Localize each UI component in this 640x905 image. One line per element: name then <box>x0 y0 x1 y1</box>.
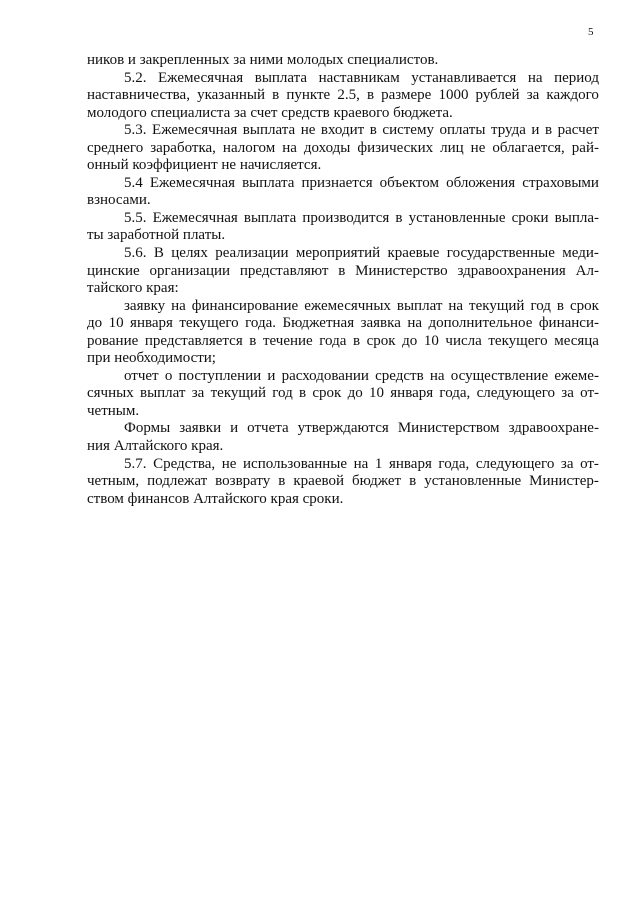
text-word: наставникам <box>318 69 400 86</box>
text-word: не <box>221 455 237 472</box>
text-word: в <box>366 87 375 104</box>
text-word: на <box>448 297 464 314</box>
text-word: краевые <box>387 245 440 262</box>
text-word: года. <box>245 315 276 332</box>
text-word: каждого <box>546 87 599 104</box>
text-word: рублей <box>475 87 520 104</box>
text-word: заявка <box>360 315 401 332</box>
text-word: текущего <box>179 315 239 332</box>
text-word: 5.5. <box>124 209 147 226</box>
text-word: срок <box>569 297 599 314</box>
text-word: течение <box>262 332 313 349</box>
text-word: наставничества, <box>87 87 190 104</box>
text-word: Формы <box>124 420 171 437</box>
text-word: финансирование <box>191 297 299 314</box>
text-word: за <box>191 385 205 402</box>
text-word: за <box>561 385 574 402</box>
text-word: страховыми <box>522 174 599 191</box>
text-word: В <box>153 245 164 262</box>
text-word: января <box>130 315 173 332</box>
text-word: средств <box>375 367 424 384</box>
text-line <box>87 298 599 316</box>
text-word: реализации <box>215 245 289 262</box>
text-word: 10 <box>108 315 124 332</box>
text-line <box>87 245 599 263</box>
text-word: возврату <box>215 473 271 490</box>
text-word: утверждаются <box>297 420 389 437</box>
text-word: Ал- <box>575 262 599 279</box>
text-word: текущий <box>210 385 267 402</box>
text-word: следующего <box>476 385 556 402</box>
text-word: входит <box>320 122 365 139</box>
text-word: выплата <box>242 174 295 191</box>
text-word: цинские <box>87 262 140 279</box>
text-word: доходы <box>303 139 351 156</box>
text-word: финанси- <box>538 315 599 332</box>
text-word: размере <box>381 87 432 104</box>
text-word: января <box>390 385 434 402</box>
text-line-content: при необходимости; <box>87 350 216 367</box>
text-word: устанавливается <box>411 69 517 86</box>
text-word: числа <box>445 332 482 349</box>
text-word: объектом <box>379 174 439 191</box>
text-word: выпла- <box>554 209 599 226</box>
text-word: за <box>560 455 574 472</box>
text-word: государственные <box>446 245 555 262</box>
text-word: год <box>272 385 293 402</box>
text-word: в <box>338 262 346 279</box>
text-line <box>87 192 599 210</box>
text-line <box>87 473 599 491</box>
text-word: в <box>409 473 417 490</box>
text-word: налогом <box>222 139 276 156</box>
text-word: в <box>249 332 257 349</box>
text-word: указанный <box>197 87 266 104</box>
text-line <box>87 175 599 193</box>
text-word: расходовании <box>281 367 369 384</box>
text-line-content: тайского края: <box>87 280 179 297</box>
text-line <box>87 87 599 105</box>
text-word: на <box>429 367 445 384</box>
text-line <box>87 333 599 351</box>
text-line-content: ния Алтайского края. <box>87 438 224 455</box>
text-word: Министерство <box>355 262 448 279</box>
text-word: на <box>353 455 369 472</box>
text-word: краевой <box>293 473 345 490</box>
text-word: в <box>272 87 280 104</box>
text-word: дополнительное <box>428 315 533 332</box>
text-word: и <box>267 367 276 384</box>
text-line-content: взносами. <box>87 192 151 209</box>
text-word: в <box>395 209 403 226</box>
text-word: на <box>527 69 543 86</box>
text-word: 5.6. <box>124 245 147 262</box>
text-word: на <box>282 139 297 156</box>
text-word: в <box>352 332 361 349</box>
text-line <box>87 456 599 474</box>
text-word: Министерством <box>397 420 500 437</box>
text-line <box>87 140 599 158</box>
text-word: 5.7. <box>124 455 147 472</box>
text-word: целях <box>171 245 208 262</box>
text-word: обложения <box>446 174 516 191</box>
text-word: использованные <box>243 455 348 472</box>
page-number: 5 <box>588 26 594 38</box>
text-word: заработка, <box>150 139 216 156</box>
text-word: от- <box>580 385 599 402</box>
text-line <box>87 368 599 386</box>
text-word: на <box>171 297 186 314</box>
text-word: выплат <box>396 297 443 314</box>
text-word: до <box>347 385 363 402</box>
text-word: о <box>164 367 173 384</box>
text-word: производится <box>302 209 390 226</box>
text-word: организации <box>149 262 231 279</box>
text-word: и <box>230 420 239 437</box>
text-word: сячных <box>87 385 134 402</box>
text-line <box>87 70 599 88</box>
text-line <box>87 227 599 245</box>
text-word: не <box>470 139 486 156</box>
text-word: заявки <box>179 420 222 437</box>
text-line <box>87 105 599 123</box>
text-line-content: ством финансов Алтайского края сроки. <box>87 490 344 507</box>
text-word: подлежат <box>147 473 208 490</box>
text-word: года <box>319 332 347 349</box>
text-word: в <box>556 297 564 314</box>
text-line <box>87 420 599 438</box>
text-word: установленные <box>408 209 506 226</box>
text-word: Ежемесячная <box>152 122 238 139</box>
text-word: Ежемесячная <box>158 69 244 86</box>
text-line <box>87 122 599 140</box>
text-word: осуществление <box>450 367 549 384</box>
text-word: рай- <box>571 139 599 156</box>
text-line <box>87 157 599 175</box>
text-word: мероприятий <box>295 245 381 262</box>
text-word: года, <box>439 385 471 402</box>
text-word: срок <box>366 332 396 349</box>
text-word: меди- <box>562 245 599 262</box>
text-word: за <box>526 87 540 104</box>
text-line <box>87 438 599 456</box>
text-word: оплаты <box>439 122 486 139</box>
text-word: текущий <box>469 297 525 314</box>
text-word: текущего <box>488 332 548 349</box>
text-word: 10 <box>369 385 385 402</box>
text-word: 1000 <box>438 87 469 104</box>
text-word: отчет <box>124 367 159 384</box>
text-word: января <box>388 455 432 472</box>
text-word: период <box>554 69 599 86</box>
text-word: не <box>300 122 316 139</box>
text-word: признается <box>301 174 373 191</box>
text-word: труда <box>490 122 526 139</box>
text-word: установленные <box>424 473 522 490</box>
text-word: ежемесячных <box>304 297 391 314</box>
text-line <box>87 403 599 421</box>
text-line <box>87 491 599 509</box>
text-line <box>87 52 599 70</box>
text-word: год <box>530 297 551 314</box>
text-line <box>87 385 599 403</box>
text-word: в <box>545 122 553 139</box>
text-word: представляется <box>144 332 243 349</box>
text-word: в <box>369 122 377 139</box>
text-word: Средства, <box>153 455 216 472</box>
text-word: следующего <box>475 455 555 472</box>
text-line-content: четным. <box>87 402 140 419</box>
text-word: на <box>407 315 422 332</box>
text-word: облагается, <box>492 139 565 156</box>
text-word: до <box>87 315 103 332</box>
text-word: сроки <box>511 209 549 226</box>
text-word: здравоохранения <box>457 262 566 279</box>
text-word: срок <box>312 385 342 402</box>
text-word: 5.4 <box>124 174 143 191</box>
text-word: Ежемесячная <box>149 174 236 191</box>
text-word: расчет <box>557 122 599 139</box>
text-word: выплата <box>243 209 297 226</box>
text-line-content: ты заработной платы. <box>87 227 226 244</box>
text-word: в <box>278 473 286 490</box>
text-word: Бюджетная <box>282 315 355 332</box>
text-word: выплата <box>242 122 296 139</box>
text-line <box>87 210 599 228</box>
text-word: заявку <box>124 297 166 314</box>
text-word: физических <box>357 139 434 156</box>
text-word: года, <box>438 455 470 472</box>
text-word: 1 <box>374 455 383 472</box>
text-word: от- <box>580 455 599 472</box>
text-word: 5.3. <box>124 122 147 139</box>
text-word: 10 <box>423 332 439 349</box>
text-word: здравоохране- <box>508 420 599 437</box>
text-word: представляют <box>239 262 329 279</box>
text-word: и <box>531 122 540 139</box>
text-word: в <box>299 385 307 402</box>
text-word: Ежемесячная <box>152 209 238 226</box>
text-line <box>87 350 599 368</box>
text-line-content: ников и закрепленных за ними молодых специалистов. <box>87 52 439 68</box>
text-word: до <box>402 332 418 349</box>
text-word: ежеме- <box>554 367 599 384</box>
text-word: пункте <box>286 87 331 104</box>
text-word: бюджет <box>352 473 402 490</box>
text-word: отчета <box>247 420 289 437</box>
text-word: четным, <box>87 473 140 490</box>
text-word: рование <box>87 332 139 349</box>
text-line <box>87 280 599 298</box>
text-word: поступлении <box>178 367 262 384</box>
text-word: Министер- <box>529 473 599 490</box>
text-line <box>87 263 599 281</box>
text-word: систему <box>382 122 434 139</box>
text-line-content: молодого специалиста за счет средств краевого бюджета. <box>87 104 453 121</box>
text-line-content: онный коэффициент не начисляется. <box>87 157 322 174</box>
text-word: выплат <box>139 385 186 402</box>
text-word: 5.2. <box>124 69 147 86</box>
text-word: выплата <box>254 69 308 86</box>
text-word: 2.5, <box>337 87 360 104</box>
text-word: месяца <box>554 332 599 349</box>
document-body <box>87 52 599 508</box>
text-word: лиц <box>440 139 464 156</box>
text-word: среднего <box>87 139 144 156</box>
text-line <box>87 315 599 333</box>
